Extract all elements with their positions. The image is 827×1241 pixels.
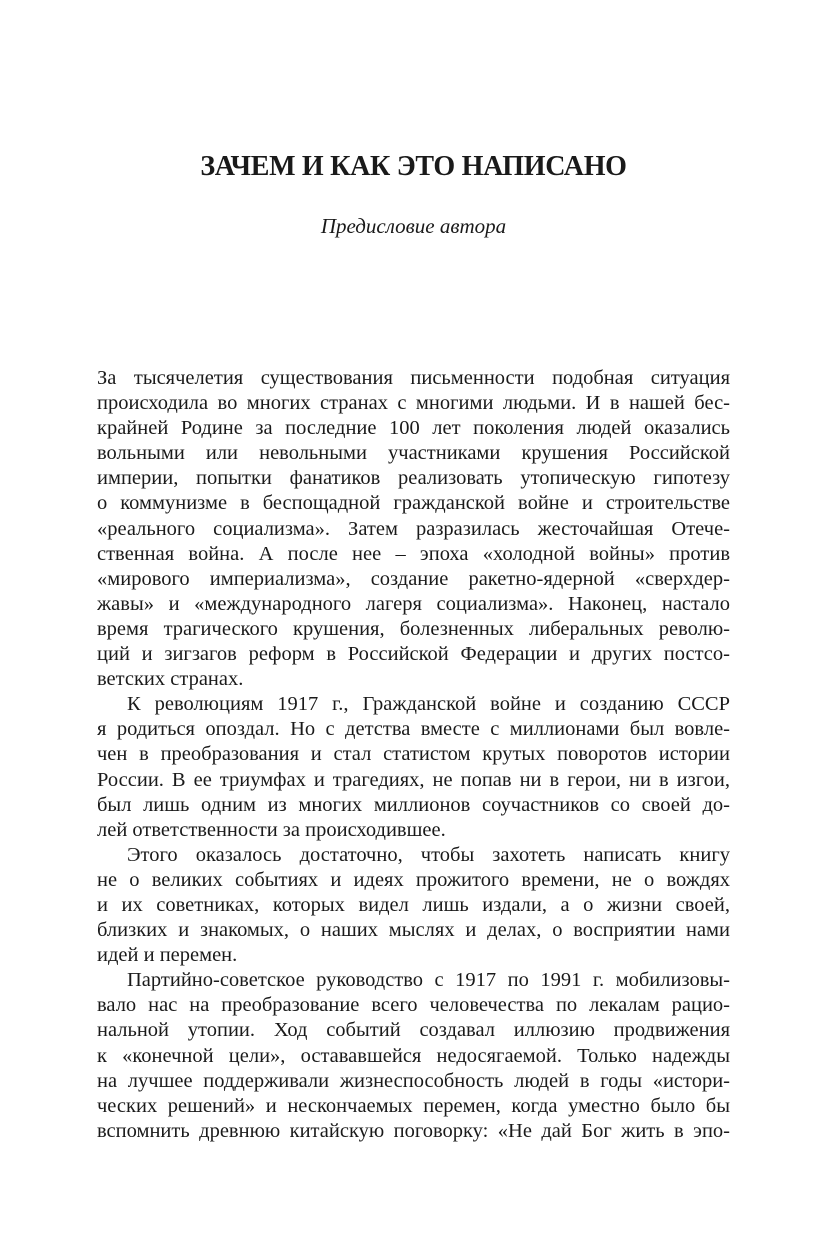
text-line: «мирового империализма», создание ракетно-ядерной «сверхдер-	[97, 567, 730, 590]
text-line: вспомнить древнюю китайскую поговорку: «Не дай Бог жить в эпо-	[97, 1119, 730, 1142]
text-line: «реального социализма». Затем разразилась жесточайшая Отече-	[97, 517, 730, 540]
text-line: чен в преобразования и стал статистом крутых поворотов истории	[97, 743, 730, 766]
text-line: близких и знакомых, о наших мыслях и делах, о восприятии нами	[97, 919, 730, 942]
chapter-subtitle: Предисловие автора	[320, 214, 507, 238]
text-line: Этого оказалось достаточно, чтобы захотеть написать книгу	[127, 843, 730, 866]
text-line: нальной утопии. Ход событий создавал иллюзию продвижения	[97, 1019, 730, 1042]
text-line: вольными или невольными участниками крушения Российской	[97, 442, 730, 465]
text-line: империи, попытки фанатиков реализовать утопическую гипотезу	[97, 467, 730, 490]
text-line: России. В ее триумфах и трагедиях, не попав ни в герои, ни в изгои,	[97, 768, 730, 791]
text-line: о коммунизме в беспощадной гражданской войне и строительстве	[97, 492, 730, 515]
text-line: К революциям 1917 г., Гражданской войне и созданию СССР	[127, 693, 730, 716]
paragraph	[97, 692, 730, 843]
text-line: жавы» и «международного лагеря социализма». Наконец, настало	[97, 592, 730, 615]
text-line: и их советниках, которых видел лишь издали, а о жизни своей,	[97, 893, 730, 916]
text-line: За тысячелетия существования письменности подобная ситуация	[97, 367, 730, 389]
text-line: ственная война. А после нее – эпоха «холодной войны» против	[97, 542, 730, 565]
text-line: вало нас на преобразование всего человечества по лекалам рацио-	[97, 994, 730, 1017]
text-line: не о великих событиях и идеях прожитого времени, не о вождях	[97, 868, 730, 891]
text-line: крайней Родине за последние 100 лет поколения людей оказались	[97, 417, 730, 440]
text-line: был лишь одним из многих миллионов соучастников со своей до-	[97, 793, 730, 816]
text-line: происходила во многих странах с многими людьми. И в нашей бес-	[97, 392, 730, 415]
text-line: на лучшее поддерживали жизнеспособность людей в годы «истори-	[97, 1069, 730, 1092]
text-line: Партийно-советское руководство с 1917 по 1991 г. мобилизовы-	[127, 969, 730, 992]
text-line: идей и перемен.	[97, 944, 238, 967]
paragraph	[97, 366, 730, 692]
text-line: я родиться опоздал. Но с детства вместе с миллионами был вовле-	[97, 718, 730, 741]
paragraph	[97, 968, 730, 1144]
text-line: ческих решений» и нескончаемых перемен, когда уместно было бы	[97, 1094, 730, 1117]
text-line: ветских странах.	[97, 668, 244, 691]
text-line: к «конечной цели», остававшейся недосягаемой. Только надежды	[97, 1044, 730, 1067]
body-text	[97, 366, 730, 1144]
text-line: ций и зигзагов реформ в Российской Федерации и других постсо-	[97, 643, 730, 666]
paragraph	[97, 843, 730, 968]
text-line: время трагического крушения, болезненных либеральных револю-	[97, 617, 730, 640]
text-line: лей ответственности за происходившее.	[97, 818, 446, 841]
chapter-title: ЗАЧЕМ И КАК ЭТО НАПИСАНО	[200, 150, 627, 182]
